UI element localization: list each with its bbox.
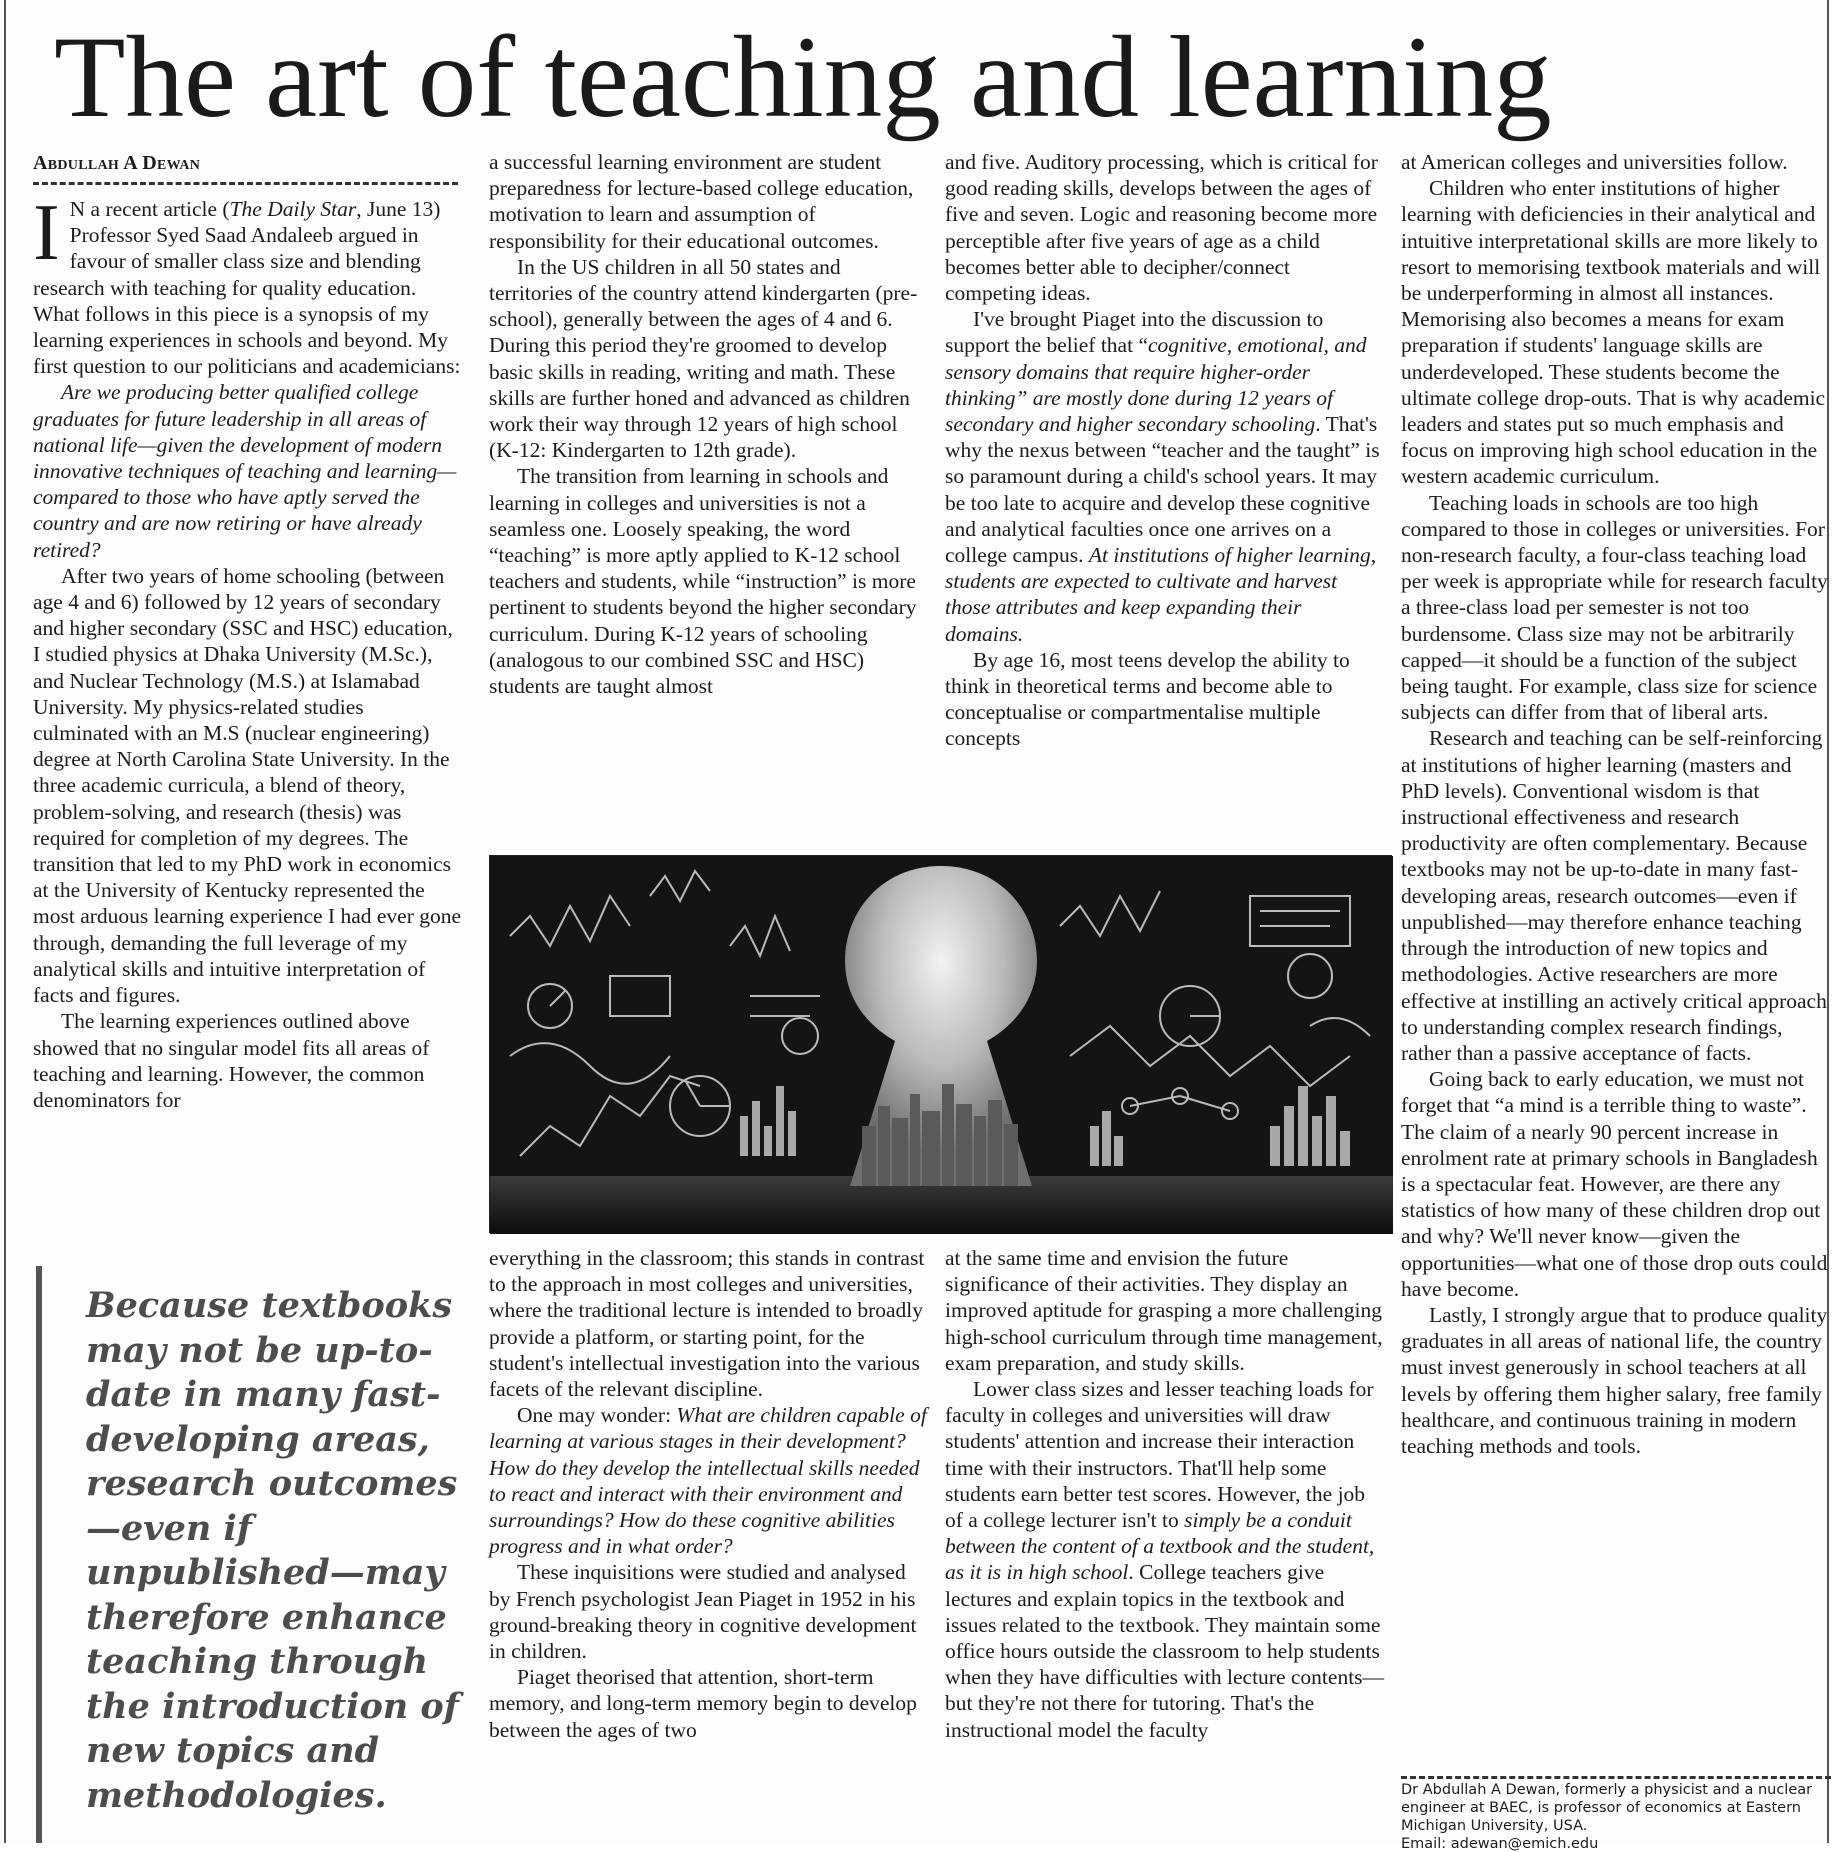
paragraph: The transition from learning in schools and learning in colleges and universities is not a seamless one. Loosely speaking, the word “teaching” is more aptly applied to K-12 school teachers and students, while “instruction” is more pertinent to students beyond the higher secondary curriculum. During K-12 years of schooling (analogous to our combined SSC and HSC) students are taught almost (489, 464, 917, 699)
column-2-continued (489, 1245, 929, 1845)
column-3-continued (945, 1245, 1385, 1845)
column-2 (489, 149, 929, 839)
author-divider (1401, 1776, 1831, 1779)
paragraph: a successful learning environment are student preparedness for lecture-based college education, motivation to learn and assumption of responsibility for their educational outcomes. (489, 150, 914, 253)
paragraph: I N a recent article (The Daily Star, June 13) Professor Syed Saad Andaleeb argued in favour of smaller class size and blending research with teaching for quality education. What follows in this piece is a synopsis of my learning experiences in schools and beyond. My first question to our politicians and academicians: (33, 189, 461, 379)
paragraph: In the US children in all 50 states and territories of the country attend kindergarten (pre-school), generally between the ages of 4 and 6. During this period they're groomed to develop basic skills in reading, writing and math. These skills are further honed and advanced as children work their way through 12 years of high school (K-12: Kindergarten to 12th grade). (489, 254, 918, 463)
paragraph: Going back to early education, we must not forget that “a mind is a terrible thing to waste”. The claim of a nearly 90 percent increase in enrolment rate at primary schools in Bangladesh is a spectacular feat. However, are there any statistics of how many of these children drop out and why? We'll never know—given the opportunities—what one of those drop outs could have become. (1401, 1067, 1828, 1301)
author-bio (1401, 1781, 1831, 1853)
paragraph: at American colleges and universities follow. (1401, 150, 1788, 174)
column-3 (945, 149, 1385, 839)
column-1 (33, 189, 463, 1246)
paragraph: After two years of home schooling (between age 4 and 6) followed by 12 years of secondary and higher secondary (SSC and HSC) education, I studied physics at Dhaka University (M.Sc.), and Nuclear Technology (M.S.) at Islamabad University. My physics-related studies culminated with an M.S (nuclear engineering) degree at North Carolina State University. In the three academic curricula, a blend of theory, problem-solving, and research (thesis) was required for completion of my degrees. The transition that led to my PhD work in economics at the University of Kentucky represented the most arduous learning experience I had ever gone through, demanding the full leverage of my analytical skills and intuitive interpretation of facts and figures. (33, 563, 462, 1008)
paragraph: By age 16, most teens develop the ability to think in theoretical terms and become able to conceptualise or compartmentalise multiple concepts (945, 647, 1350, 751)
paragraph: I've brought Piaget into the discussion to support the belief that “cognitive, emotional, and sensory domains that require higher-order thinking” are mostly done during 12 years of secondary and higher secondary schooling. That's why the nexus between “teacher and the taught” is so paramount during a child's school years. It may be too late to acquire and develop these cognitive and analytical faculties once one arrives on a college campus. At institutions of higher learning, students are expected to cultivate and harvest those attributes and keep expanding their domains. (945, 307, 1380, 646)
paragraph: at the same time and envision the future significance of their activities. They display an improved aptitude for grasping a more challenging high-school curriculum through time management, exam preparation, and study skills. (945, 1246, 1383, 1375)
author-email: Email: adewan@emich.edu (1401, 1836, 1599, 1852)
paragraph: One may wonder: What are children capable of learning at various stages in their development? How do they develop the intellectual skills needed to react and interact with their environment and surroundings? How do these cognitive abilities progress and in what order? (489, 1403, 927, 1559)
paragraph: Piaget theorised that attention, short-term memory, and long-term memory begin to develop between the ages of two (489, 1665, 917, 1742)
author-bio-text: Dr Abdullah A Dewan, formerly a physicist and a nuclear engineer at BAEC, is professor of economics at Eastern Michigan University, USA. (1401, 1782, 1813, 1834)
publication-name: The Daily Star (229, 197, 357, 221)
paragraph: Children who enter institutions of higher learning with deficiencies in their analytical and intuitive interpretational skills are more likely to resort to memorising textbook materials and will be underperforming in almost all instances. Memorising also becomes a means for exam preparation if students' language skills are underdeveloped. These students become the ultimate college drop-outs. That is why academic leaders and states put so much emphasis and focus on improving high school education in the western academic curriculum. (1401, 176, 1826, 489)
paragraph-italic-question: Are we producing better qualified college graduates for future leadership in all areas of national life—given the development of modern innovative techniques of teaching and learning—compared to those who have aptly served the country and are now retiring or have already retired? (33, 380, 457, 562)
keyhole-illustration (489, 855, 1392, 1233)
pull-quote (36, 1266, 466, 1843)
paragraph: Lower class sizes and lesser teaching loads for faculty in colleges and universities will draw students' attention and increase their interaction time with their instructors. That'll help some students earn better test scores. However, the job of a college lecturer isn't to simply be a conduit between the content of a textbook and the student, as it is in high school. College teachers give lectures and explain topics in the textbook and issues related to the textbook. They maintain some office hours outside the classroom to help students when they have difficulties with lecture contents—but they're not there for tutoring. That's the instructional model the faculty (945, 1377, 1385, 1742)
paragraph: everything in the classroom; this stands in contrast to the approach in most colleges and universities, where the traditional lecture is intended to broadly provide a platform, or starting point, for the student's intellectual investigation into the various facets of the relevant discipline. (489, 1246, 925, 1402)
headline: The art of teaching and learning (54, 13, 1552, 142)
paragraph: These inquisitions were studied and analysed by French psychologist Jean Piaget in 1952 in his ground-breaking theory in cognitive development in children. (489, 1560, 917, 1664)
paragraph: Lastly, I strongly argue that to produce quality graduates in all areas of national life, the country must invest generously in school teachers at all levels by offering them higher salary, free family healthcare, and continuous training in modern teaching methods and tools. (1401, 1302, 1828, 1458)
byline-divider (33, 182, 458, 185)
paragraph: The learning experiences outlined above showed that no singular model fits all areas of teaching and learning. However, the common denominators for (33, 1009, 430, 1112)
pull-quote-text: Because textbooks may not be up-to-date in many fast-developing areas, research outcomes—even if unpublished—may therefore enhance teaching through the introduction of new topics and methodologies. (86, 1285, 459, 1816)
drop-cap: I (33, 189, 60, 277)
byline: Abdullah A Dewan (33, 152, 201, 174)
column-4 (1401, 149, 1831, 1774)
paragraph: Teaching loads in schools are too high compared to those in colleges or universities. For non-research faculty, a four-class teaching load per week is appropriate while for research faculty a three-class load per semester is not too burdensome. Class size may not be arbitrarily capped—it should be a function of the subject being taught. For example, class size for science subjects can differ from that of liberal arts. (1401, 490, 1828, 725)
paragraph: and five. Auditory processing, which is critical for good reading skills, develops between the ages of five and seven. Logic and reasoning become more perceptible after five years of age as a child becomes better able to decipher/connect competing ideas. (945, 150, 1378, 306)
keyhole-city-chalkboard-icon (490, 856, 1393, 1234)
paragraph: Research and teaching can be self-reinforcing at institutions of higher learning (masters and PhD levels). Conventional wisdom is that instructional effectiveness and research productivity are often complementary. Because textbooks may not be up-to-date in many fast-developing areas, research outcomes—even if unpublished—may therefore enhance teaching through the introduction of new topics and methodologies. Active researchers are more effective at instilling an actively critical approach to understanding complex research findings, rather than a passive acceptance of facts. (1401, 726, 1827, 1065)
